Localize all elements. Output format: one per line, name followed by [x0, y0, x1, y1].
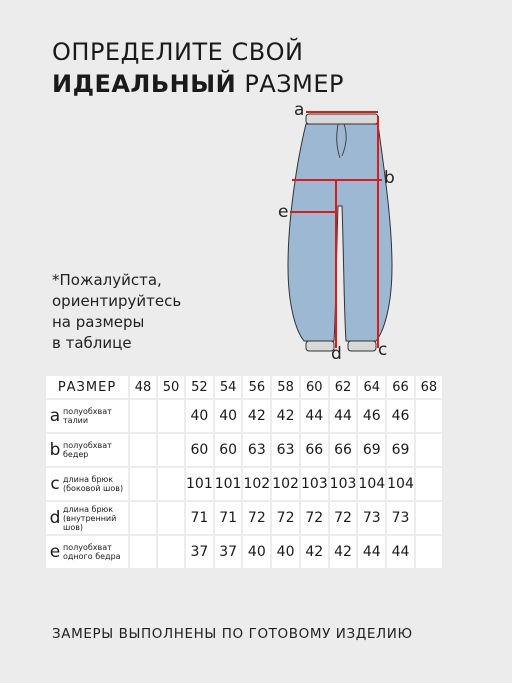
table-cell	[130, 434, 156, 466]
table-cell: 46	[358, 400, 385, 432]
size-header-cell: 64	[358, 376, 385, 398]
table-cell	[130, 536, 156, 568]
table-cell: 37	[215, 536, 242, 568]
table-cell	[416, 468, 442, 500]
left-cuff	[306, 341, 334, 351]
measure-row-head	[46, 536, 128, 568]
table-cell: 72	[272, 502, 299, 534]
size-header-cell: 60	[301, 376, 328, 398]
table-cell	[158, 502, 184, 534]
table-row	[46, 502, 442, 534]
size-header-cell: 68	[416, 376, 442, 398]
table-cell	[158, 434, 184, 466]
table-cell: 71	[186, 502, 213, 534]
table-cell	[416, 434, 442, 466]
table-cell: 101	[215, 468, 242, 500]
table-cell	[158, 468, 184, 500]
measure-description: полуобхват одного бедра	[63, 543, 121, 561]
measure-key: a	[49, 406, 61, 426]
table-cell: 66	[301, 434, 328, 466]
size-header-cell: 52	[186, 376, 213, 398]
table-cell: 72	[330, 502, 357, 534]
waistband	[306, 114, 378, 124]
note-line-2: ориентируйтесь	[52, 292, 182, 310]
pants-diagram	[270, 96, 410, 366]
size-header-label: РАЗМЕР	[46, 376, 128, 398]
table-cell	[130, 502, 156, 534]
measure-key: d	[49, 508, 61, 528]
table-cell: 40	[243, 536, 270, 568]
table-cell: 63	[272, 434, 299, 466]
table-cell: 102	[272, 468, 299, 500]
size-header-row	[46, 376, 442, 398]
table-cell: 104	[358, 468, 385, 500]
table-cell: 40	[272, 536, 299, 568]
table-cell: 72	[301, 502, 328, 534]
table-cell: 42	[272, 400, 299, 432]
measure-row-head	[46, 502, 128, 534]
table-cell: 42	[301, 536, 328, 568]
measure-key: e	[49, 542, 61, 562]
table-cell	[416, 502, 442, 534]
label-c: c	[378, 340, 388, 360]
table-cell	[158, 536, 184, 568]
measure-row-head	[46, 434, 128, 466]
size-header-cell: 54	[215, 376, 242, 398]
note-line-3: на размеры	[52, 313, 145, 331]
table-cell: 73	[387, 502, 414, 534]
right-cuff	[348, 341, 376, 351]
measure-key: c	[50, 474, 60, 494]
table-cell: 42	[243, 400, 270, 432]
measure-description: полуобхват талии	[63, 407, 112, 425]
table-cell: 103	[301, 468, 328, 500]
note-line-1: *Пожалуйста,	[52, 271, 162, 289]
table-row	[46, 434, 442, 466]
table-cell: 44	[330, 400, 357, 432]
table-cell: 69	[387, 434, 414, 466]
size-header-cell: 62	[330, 376, 357, 398]
measure-row-head	[46, 400, 128, 432]
table-cell: 37	[186, 536, 213, 568]
size-header-cell: 66	[387, 376, 414, 398]
table-cell: 44	[387, 536, 414, 568]
page-title	[52, 36, 344, 100]
table-row	[46, 468, 442, 500]
table-cell: 66	[330, 434, 357, 466]
title-rest-word: РАЗМЕР	[244, 70, 344, 98]
table-cell: 103	[330, 468, 357, 500]
table-cell	[158, 400, 184, 432]
table-cell: 44	[301, 400, 328, 432]
table-row	[46, 536, 442, 568]
table-cell: 102	[243, 468, 270, 500]
table-cell: 69	[358, 434, 385, 466]
table-cell: 40	[186, 400, 213, 432]
table-cell	[416, 536, 442, 568]
table-cell: 104	[387, 468, 414, 500]
table-cell: 44	[358, 536, 385, 568]
label-d: d	[331, 344, 342, 364]
table-cell: 73	[358, 502, 385, 534]
label-b: b	[384, 168, 395, 188]
label-a: a	[294, 100, 305, 120]
table-cell	[130, 400, 156, 432]
table-cell: 46	[387, 400, 414, 432]
measure-description: длина брюк (боковой шов)	[63, 475, 124, 493]
table-cell: 60	[186, 434, 213, 466]
table-cell: 101	[186, 468, 213, 500]
table-cell	[416, 400, 442, 432]
measure-row-head	[46, 468, 128, 500]
table-cell	[130, 468, 156, 500]
table-cell: 63	[243, 434, 270, 466]
table-cell: 40	[215, 400, 242, 432]
table-cell: 42	[330, 536, 357, 568]
table-row	[46, 400, 442, 432]
measure-key: b	[49, 440, 61, 460]
label-e: e	[278, 202, 289, 222]
title-line-1: ОПРЕДЕЛИТЕ СВОЙ	[52, 38, 304, 66]
measure-description: длина брюк (внутренний шов)	[63, 504, 117, 532]
size-header-cell: 56	[243, 376, 270, 398]
table-cell: 60	[215, 434, 242, 466]
table-cell: 71	[215, 502, 242, 534]
size-header-cell: 50	[158, 376, 184, 398]
size-table-body	[46, 376, 442, 568]
table-cell: 72	[243, 502, 270, 534]
title-bold-word: ИДЕАЛЬНЫЙ	[52, 70, 237, 98]
size-note	[52, 270, 232, 354]
size-table	[44, 374, 444, 570]
size-header-cell: 48	[130, 376, 156, 398]
note-line-4: в таблице	[52, 334, 132, 352]
footer-note: ЗАМЕРЫ ВЫПОЛНЕНЫ ПО ГОТОВОМУ ИЗДЕЛИЮ	[52, 626, 413, 642]
size-header-cell: 58	[272, 376, 299, 398]
measure-description: полуобхват бедер	[63, 441, 112, 459]
